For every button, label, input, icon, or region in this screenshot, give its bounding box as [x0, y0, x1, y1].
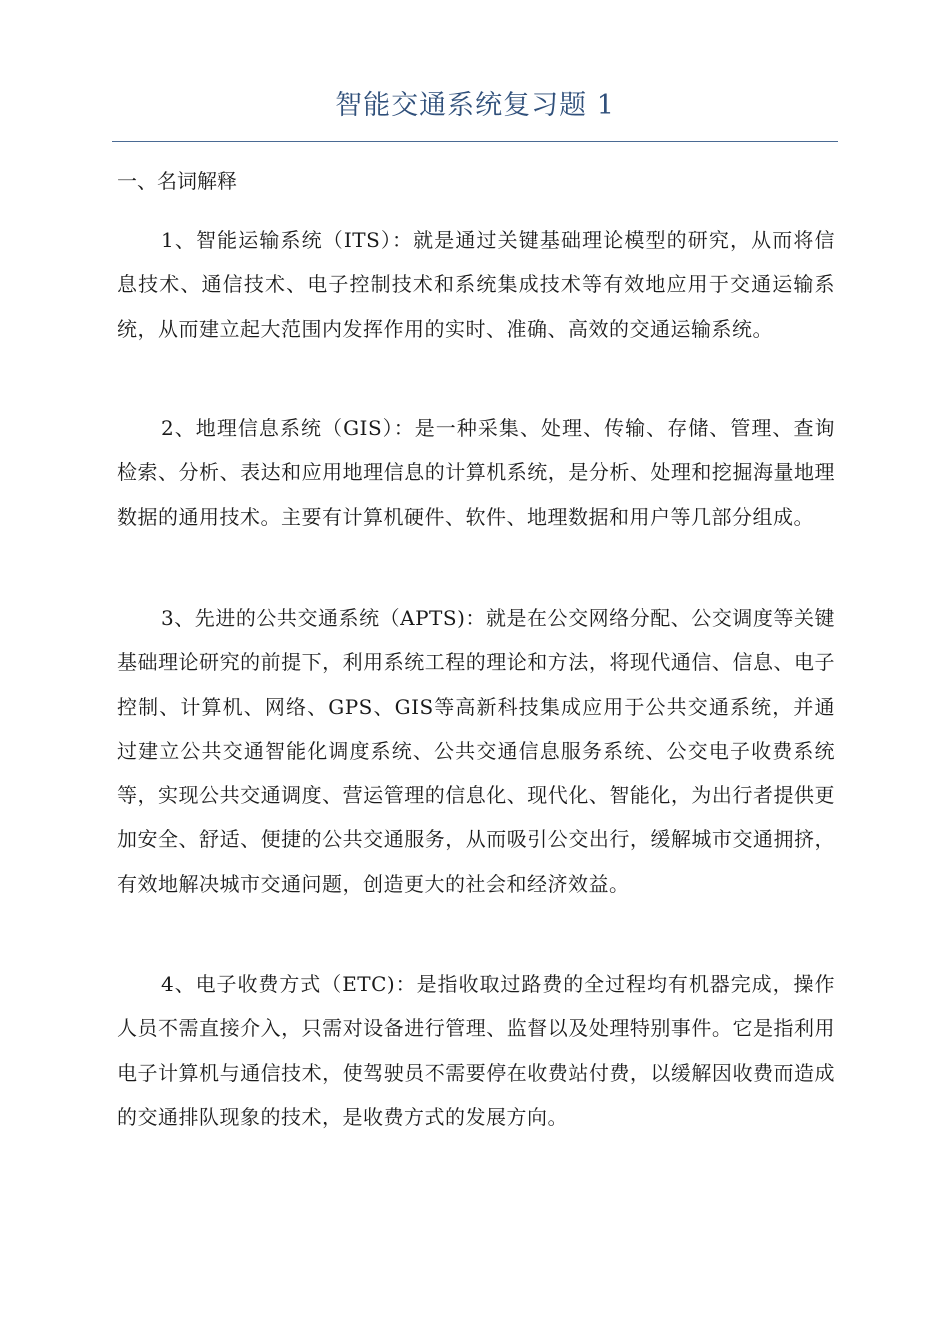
paragraph-etc: 4、电子收费方式（ETC)：是指收取过路费的全过程均有机器完成，操作人员不需直接介入，只需对设备进行管理、监督以及处理特别事件。它是指利用电子计算机与通信技术，使驾驶员不需要停在收费站付费，以缓解因收费而造成的交通排队现象的技术，是收费方式的发展方向。 [117, 972, 835, 1129]
section-heading: 一、名词解释 [117, 169, 237, 193]
paragraph-apts: 3、先进的公共交通系统（APTS)：就是在公交网络分配、公交调度等关键基础理论研究的前提下，利用系统工程的理论和方法，将现代通信、信息、电子控制、计算机、网络、GPS、GIS等高新科技集成应用于公共交通系统，并通过建立公共交通智能化调度系统、公共交通信息服务系统、公交电子收费系统等，实现公共交通调度、营运管理的信息化、现代化、智能化，为出行者提供更加安全、舒适、便捷的公共交通服务，从而吸引公交出行，缓解城市交通拥挤，有效地解决城市交通问题，创造更大的社会和经济效益。 [117, 606, 835, 896]
paragraph-its: 1、智能运输系统（ITS）：就是通过关键基础理论模型的研究，从而将信息技术、通信技术、电子控制技术和系统集成技术等有效地应用于交通运输系统，从而建立起大范围内发挥作用的实时、准确、高效的交通运输系统。 [117, 228, 835, 341]
page-title: 智能交通系统复习题 1 [335, 90, 615, 121]
title-divider [112, 141, 838, 142]
paragraph-gis: 2、地理信息系统（GIS）：是一种采集、处理、传输、存储、管理、查询检索、分析、表达和应用地理信息的计算机系统，是分析、处理和挖掘海量地理数据的通用技术。主要有计算机硬件、软件、地理数据和用户等几部分组成。 [117, 416, 835, 529]
